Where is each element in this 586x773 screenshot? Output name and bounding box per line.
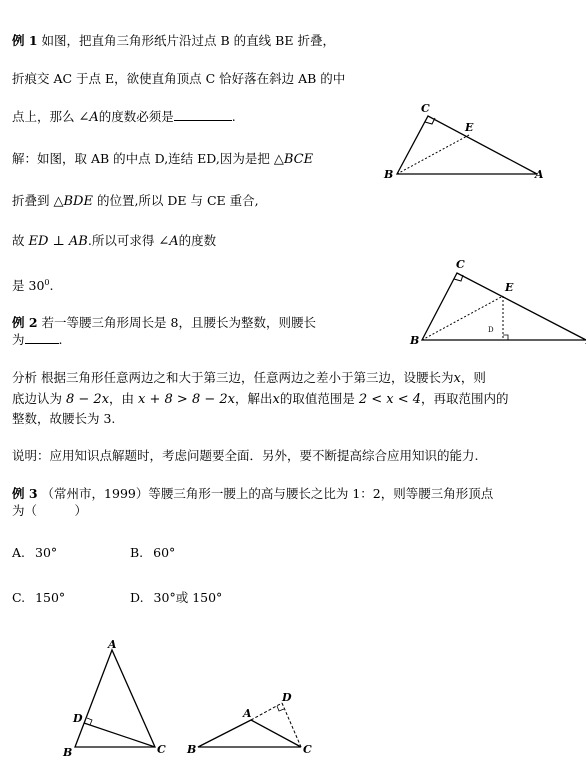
- figure-3-triangle: [60, 640, 175, 760]
- fig2-label-b: B: [410, 334, 420, 347]
- answer-blank-2: [25, 332, 59, 344]
- fig4-label-a: A: [243, 707, 252, 720]
- analysis2-line3: 整数，故腰长为 3.: [12, 411, 116, 426]
- fig2-label-d: D: [488, 326, 494, 334]
- answer-blank-1: [174, 109, 232, 121]
- figure-1-triangle: [380, 98, 550, 183]
- solution1-line4: 是 $30^0$.: [12, 278, 54, 294]
- figure-4-triangle: [185, 690, 325, 760]
- fig3-label-c: C: [157, 743, 166, 756]
- solution1-line1: 解：如图，取 AB 的中点 D,连结 ED,因为是把 △BCE: [12, 151, 314, 167]
- figure-2-triangle: [405, 254, 586, 349]
- note-line: 说明：应用知识点解题时，考虑问题要全面．另外，要不断提高综合应用知识的能力.: [12, 448, 479, 463]
- fig1-label-a: A: [535, 168, 544, 181]
- option-b: B. 60°: [130, 545, 176, 560]
- fig2-label-e: E: [505, 281, 514, 294]
- analysis2-line2: 底边认为 8 − 2x，由 x + 8 > 8 − 2x，解出x的取值范围是 2 < x < 4，再取范围内的: [12, 391, 509, 407]
- fig4-label-c: C: [303, 743, 312, 756]
- example1-label: 例 1: [12, 33, 38, 48]
- option-d: D. 30°或 150°: [130, 590, 223, 605]
- fig1-label-b: B: [384, 168, 394, 181]
- example3-label: 例 3: [12, 486, 38, 501]
- fig2-label-c: C: [456, 258, 465, 271]
- example1-line1: 例 1 如图，把直角三角形纸片沿过点 B 的直线 BE 折叠，: [12, 33, 335, 48]
- fig1-label-c: C: [421, 102, 430, 115]
- solution1-line2: 折叠到 △BDE 的位置,所以 DE 与 CE 重合,: [12, 193, 259, 209]
- fig4-label-d: D: [282, 691, 292, 704]
- analysis2-line1: 分析 根据三角形任意两边之和大于第三边，任意两边之差小于第三边，设腰长为x，则: [12, 370, 486, 386]
- example2-label: 例 2: [12, 315, 38, 330]
- example2-line1: 例 2 若一等腰三角形周长是 8，且腰长为整数，则腰长: [12, 315, 316, 330]
- fig3-label-a: A: [108, 638, 117, 651]
- solution1-line3: 故 ED ⊥ AB.所以可求得 ∠A的度数: [12, 233, 217, 249]
- fig3-label-d: D: [73, 712, 83, 725]
- fig3-label-b: B: [63, 746, 73, 759]
- example1-line2: 折痕交 AC 于点 E，欲使直角顶点 C 恰好落在斜边 AB 的中: [12, 71, 346, 86]
- example2-line2: 为 .: [12, 332, 63, 347]
- example3-line2: 为（ ）: [12, 503, 88, 518]
- example1-line3: 点上，那么 ∠A的度数必须是 .: [12, 109, 236, 125]
- fig4-label-b: B: [187, 743, 197, 756]
- option-a: A. 30°: [12, 545, 58, 560]
- fig1-label-e: E: [465, 121, 474, 134]
- example3-line1: 例 3 （常州市，1999）等腰三角形一腰上的高与腰长之比为 1：2，则等腰三角形顶点: [12, 486, 494, 501]
- option-c: C. 150°: [12, 590, 66, 605]
